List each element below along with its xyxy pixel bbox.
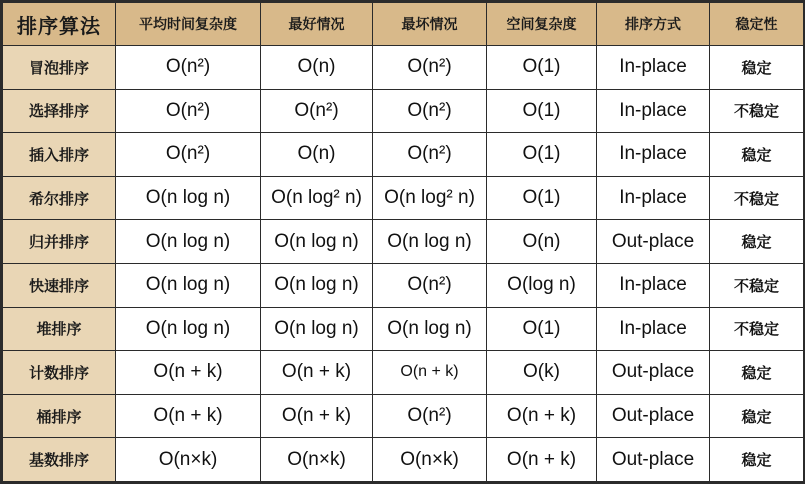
- cell-worst: O(n²): [373, 394, 487, 438]
- table-row: [3, 46, 804, 90]
- cell-stability: 稳定: [710, 46, 804, 90]
- cell-stability: 不稳定: [710, 176, 804, 220]
- cell-mode: In-place: [597, 307, 710, 351]
- comparison-table: [2, 2, 804, 482]
- table-row: [3, 176, 804, 220]
- cell-best: O(n×k): [261, 438, 373, 482]
- table-row: [3, 133, 804, 177]
- row-algorithm-name: 插入排序: [3, 133, 116, 177]
- cell-average: O(n log n): [116, 307, 261, 351]
- table-row: [3, 307, 804, 351]
- cell-worst: O(n²): [373, 263, 487, 307]
- cell-worst: O(n log n): [373, 220, 487, 264]
- cell-worst: O(n log n): [373, 307, 487, 351]
- cell-average: O(n + k): [116, 351, 261, 395]
- row-algorithm-name: 基数排序: [3, 438, 116, 482]
- cell-mode: In-place: [597, 89, 710, 133]
- cell-average: O(n + k): [116, 394, 261, 438]
- cell-mode: Out-place: [597, 351, 710, 395]
- cell-best: O(n + k): [261, 394, 373, 438]
- cell-average: O(n log n): [116, 220, 261, 264]
- cell-worst: O(n²): [373, 89, 487, 133]
- cell-worst: O(n²): [373, 133, 487, 177]
- header-algorithm: 排序算法: [3, 3, 116, 46]
- header-mode: 排序方式: [597, 3, 710, 46]
- row-algorithm-name: 计数排序: [3, 351, 116, 395]
- cell-mode: In-place: [597, 133, 710, 177]
- header-stability: 稳定性: [710, 3, 804, 46]
- table-row: [3, 394, 804, 438]
- header-worst-case: 最坏情况: [373, 3, 487, 46]
- cell-average: O(n²): [116, 89, 261, 133]
- table-row: [3, 220, 804, 264]
- cell-stability: 不稳定: [710, 263, 804, 307]
- cell-space: O(n): [487, 220, 597, 264]
- cell-average: O(n log n): [116, 176, 261, 220]
- table-row: [3, 351, 804, 395]
- cell-mode: In-place: [597, 46, 710, 90]
- cell-mode: In-place: [597, 176, 710, 220]
- cell-space: O(1): [487, 307, 597, 351]
- cell-mode: Out-place: [597, 220, 710, 264]
- cell-worst: O(n²): [373, 46, 487, 90]
- cell-space: O(1): [487, 176, 597, 220]
- cell-worst: O(n + k): [373, 351, 487, 395]
- cell-best: O(n log n): [261, 263, 373, 307]
- cell-best: O(n²): [261, 89, 373, 133]
- cell-worst: O(n log² n): [373, 176, 487, 220]
- cell-space: O(1): [487, 89, 597, 133]
- row-algorithm-name: 堆排序: [3, 307, 116, 351]
- cell-space: O(n + k): [487, 394, 597, 438]
- cell-space: O(n + k): [487, 438, 597, 482]
- cell-mode: In-place: [597, 263, 710, 307]
- table-row: [3, 89, 804, 133]
- cell-space: O(1): [487, 133, 597, 177]
- cell-average: O(n log n): [116, 263, 261, 307]
- cell-worst: O(n×k): [373, 438, 487, 482]
- cell-stability: 不稳定: [710, 307, 804, 351]
- row-algorithm-name: 桶排序: [3, 394, 116, 438]
- cell-average: O(n×k): [116, 438, 261, 482]
- cell-best: O(n): [261, 46, 373, 90]
- cell-stability: 稳定: [710, 133, 804, 177]
- row-algorithm-name: 希尔排序: [3, 176, 116, 220]
- header-average-time: 平均时间复杂度: [116, 3, 261, 46]
- header-space: 空间复杂度: [487, 3, 597, 46]
- table-row: [3, 263, 804, 307]
- cell-stability: 稳定: [710, 394, 804, 438]
- cell-mode: Out-place: [597, 438, 710, 482]
- cell-best: O(n log n): [261, 220, 373, 264]
- cell-space: O(1): [487, 46, 597, 90]
- table-row: [3, 438, 804, 482]
- cell-stability: 稳定: [710, 438, 804, 482]
- row-algorithm-name: 归并排序: [3, 220, 116, 264]
- cell-best: O(n): [261, 133, 373, 177]
- cell-space: O(k): [487, 351, 597, 395]
- cell-average: O(n²): [116, 133, 261, 177]
- cell-stability: 不稳定: [710, 89, 804, 133]
- row-algorithm-name: 选择排序: [3, 89, 116, 133]
- row-algorithm-name: 冒泡排序: [3, 46, 116, 90]
- row-algorithm-name: 快速排序: [3, 263, 116, 307]
- cell-average: O(n²): [116, 46, 261, 90]
- cell-stability: 稳定: [710, 220, 804, 264]
- cell-stability: 稳定: [710, 351, 804, 395]
- table-body: [3, 46, 804, 482]
- table-header: [3, 3, 804, 46]
- cell-mode: Out-place: [597, 394, 710, 438]
- header-best-case: 最好情况: [261, 3, 373, 46]
- cell-best: O(n log n): [261, 307, 373, 351]
- cell-space: O(log n): [487, 263, 597, 307]
- header-row: [3, 3, 804, 46]
- cell-best: O(n + k): [261, 351, 373, 395]
- cell-best: O(n log² n): [261, 176, 373, 220]
